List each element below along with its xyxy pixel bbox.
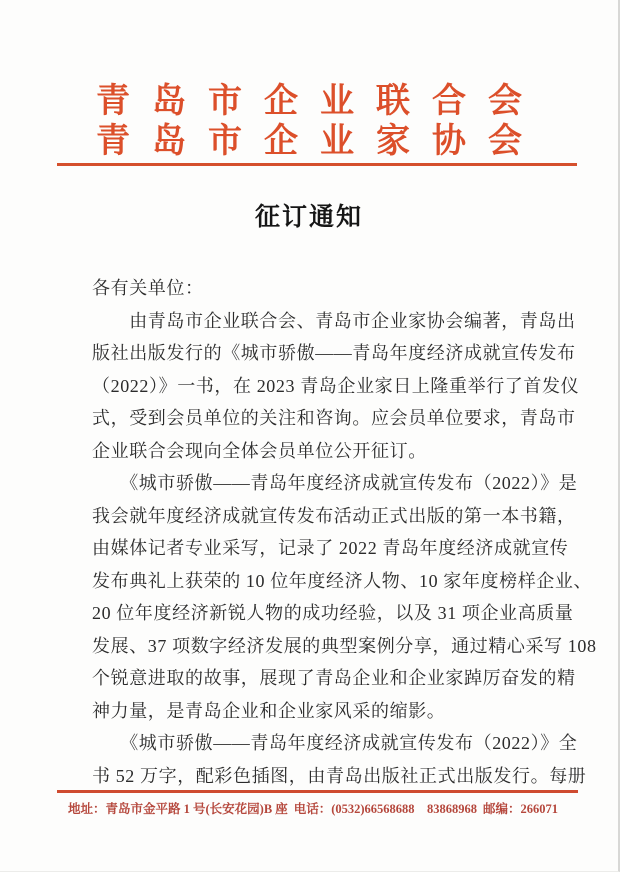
body-line: 《城市骄傲——青岛年度经济成就宣传发布（2022）》全 bbox=[92, 733, 578, 753]
body-line: 我会就年度经济成就宣传发布活动正式出版的第一本书籍， bbox=[92, 505, 576, 526]
footer-phone: 电话：(0532)66568688 83868968 bbox=[293, 802, 478, 816]
body-line: 《城市骄傲——青岛年度经济成就宣传发布（2022）》是 bbox=[92, 473, 578, 493]
notice-title: 征订通知 bbox=[254, 204, 363, 231]
body-line: 发展、37 项数字经济发展的典型案例分享，通过精心采写 108 bbox=[92, 635, 597, 656]
body-line: 个锐意进取的故事，展现了青岛企业和企业家踔厉奋发的精 bbox=[92, 668, 576, 688]
body-line: 企业联合会现向全体会员单位公开征订。 bbox=[92, 440, 427, 461]
body-line: 20 位年度经济新锐人物的成功经验，以及 31 项企业高质量 bbox=[92, 603, 574, 623]
letterhead bbox=[0, 82, 618, 162]
body-line: 书 52 万字，配彩色插图，由青岛出版社正式出版发行。每册 bbox=[92, 765, 587, 786]
body-line: 由媒体记者专业采写，记录了 2022 青岛年度经济成就宣传 bbox=[92, 538, 569, 558]
footer-address: 地址：青岛市金平路 1 号(长安花园)B 座 bbox=[68, 802, 288, 816]
salutation: 各有关单位： bbox=[92, 278, 204, 298]
letterhead-line-2: 青岛市企业家协会 bbox=[96, 123, 544, 160]
body-line: 由青岛市企业联合会、青岛市企业家协会编著，青岛出 bbox=[92, 310, 576, 331]
body-line: 版社出版发行的《城市骄傲——青岛年度经济成就宣传发布 bbox=[92, 343, 576, 363]
letterhead-divider-rule bbox=[57, 163, 577, 166]
body-line: 式，受到会员单位的关注和咨询。应会员单位要求，青岛市 bbox=[92, 408, 576, 428]
body-line: 神力量，是青岛企业和企业家风采的缩影。 bbox=[92, 700, 446, 721]
footer bbox=[68, 800, 558, 818]
footer-postcode: 邮编：266071 bbox=[482, 802, 558, 816]
body-text bbox=[92, 272, 597, 792]
letterhead-line-1: 青岛市企业联合会 bbox=[96, 83, 544, 120]
body-line: （2022）》一书，在 2023 青岛企业家日上隆重举行了首发仪 bbox=[92, 375, 580, 396]
body-line: 发布典礼上获荣的 10 位年度经济人物、10 家年度榜样企业、 bbox=[92, 570, 593, 591]
footer-divider-rule bbox=[57, 790, 578, 793]
